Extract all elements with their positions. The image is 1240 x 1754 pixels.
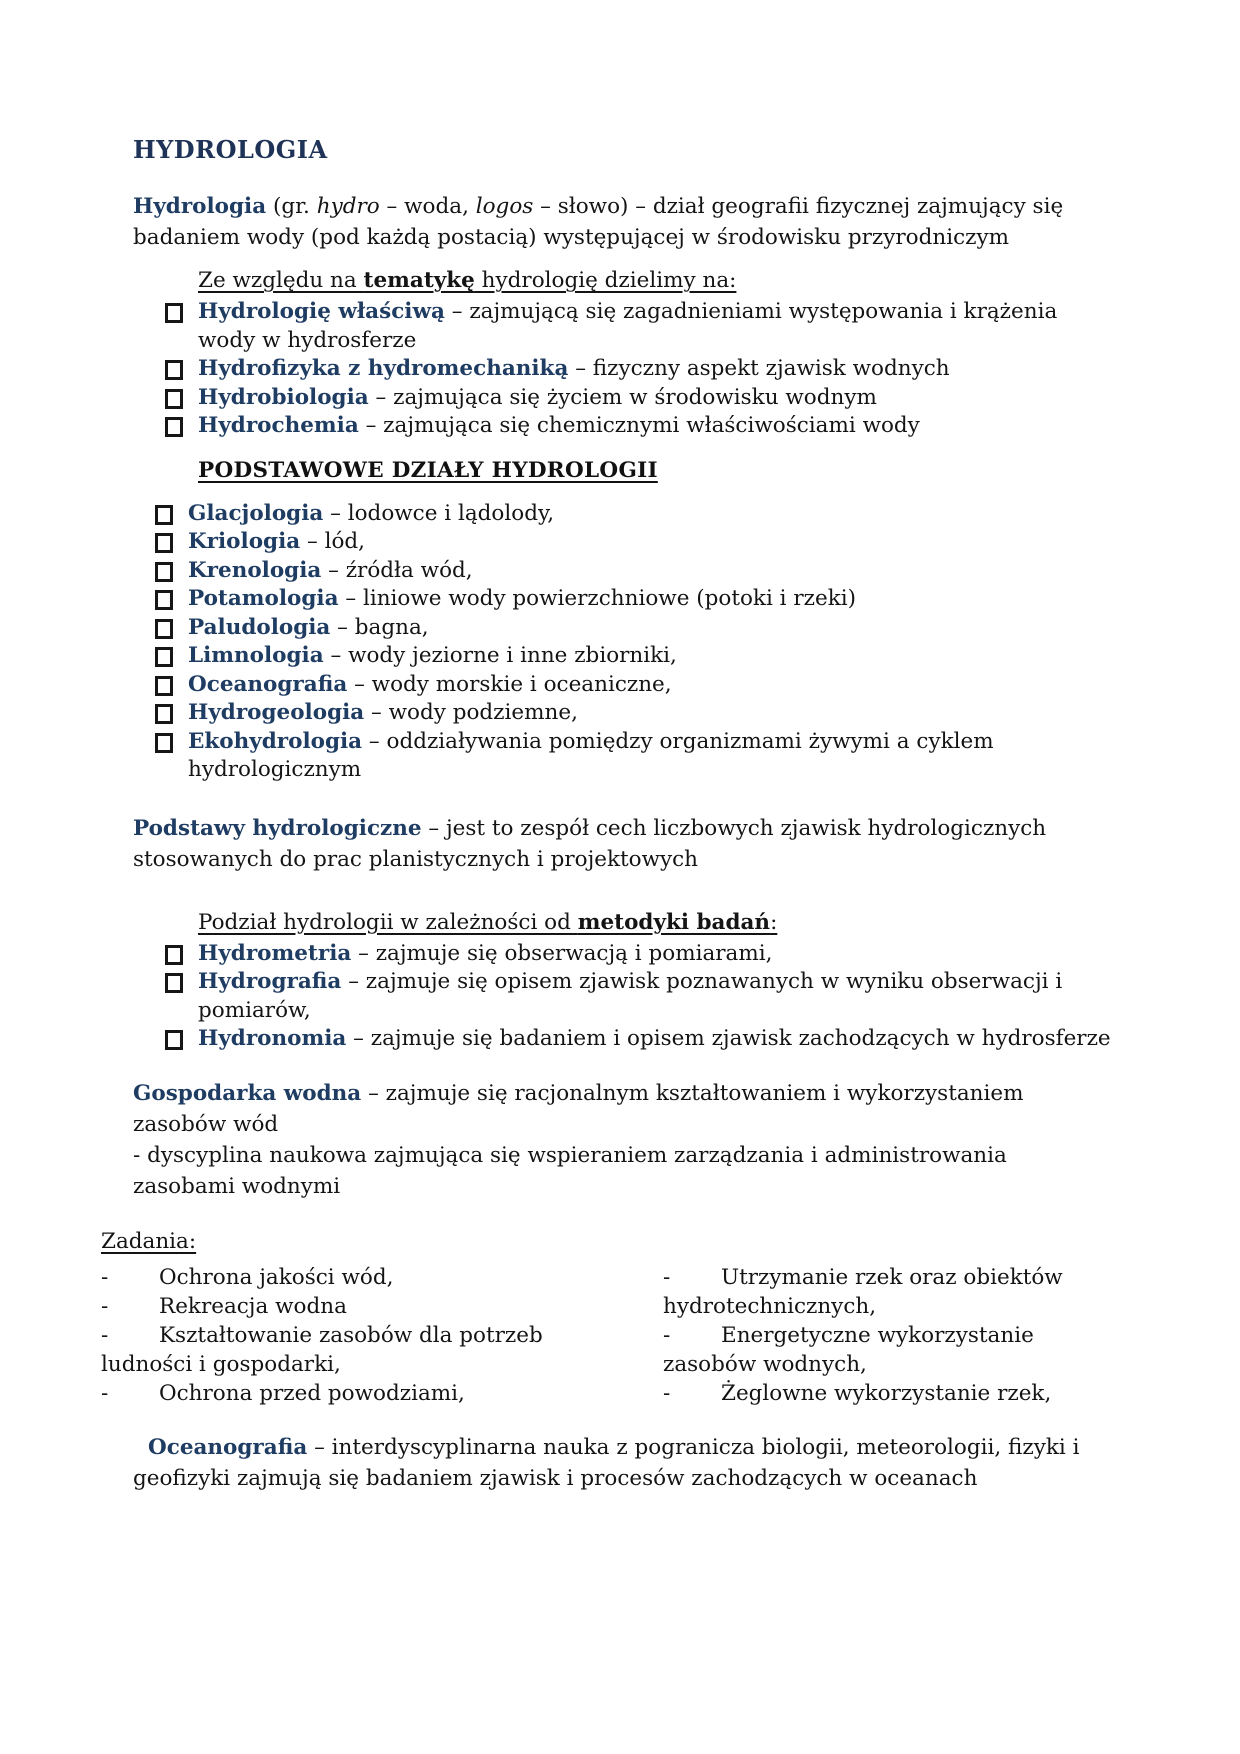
list-item [155,500,1112,529]
checkbox-bullet-icon [155,733,173,753]
checkbox-bullet-icon [155,562,173,582]
term-label: Limnologia [188,643,324,668]
tasks-heading [101,1226,1112,1257]
list-item [165,412,1112,441]
term-label: Hydrologię właściwą [198,299,445,324]
list-item [165,968,1112,1025]
list-item [165,384,1112,413]
task-text: Ochrona jakości wód, [159,1264,394,1290]
dash-bullet: - [663,1264,671,1290]
list-item [155,671,1112,700]
gospodarka-term: Gospodarka wodna [133,1080,362,1106]
dash-bullet: - [663,1380,671,1406]
task-text: Rekreacja wodna [159,1293,347,1319]
list-item [155,728,1112,785]
item-description: – źródła wód, [321,557,473,583]
oceanografia-text: – interdyscyplinarna nauka z pogranicza biologii, meteorologii, fizyki i geofizyki zajmują się badaniem zjawisk i procesów zachodzących w oceanach [133,1434,1080,1491]
checkbox-bullet-icon [155,619,173,639]
term-label: Hydronomia [198,1026,347,1051]
checkbox-bullet-icon [165,303,183,323]
intro-italic-hydro: hydro [316,194,380,219]
term-label: Hydrobiologia [198,384,369,410]
intro-term: Hydrologia [133,194,267,219]
podstawy-text: – jest to zespół cech liczbowych zjawisk hydrologicznych stosowanych do prac planistycznych i projektowych [133,815,1047,872]
term-label: Potamologia [188,586,339,611]
item-description: – bagna, [330,614,429,640]
item-description: – oddziaływania pomiędzy organizmami żywymi a cyklem hydrologicznym [188,728,994,782]
heading-text: hydrologię dzielimy na: [474,268,737,293]
item-description: – lód, [300,529,366,554]
dash-bullet: - [101,1264,109,1290]
checkbox-bullet-icon [165,1030,183,1050]
list-item [165,1025,1112,1054]
term-label: Hydrofizyka z hydromechaniką [198,356,569,381]
list-item [155,699,1112,728]
term-label: Glacjologia [188,500,324,526]
item-description: – wody jeziorne i inne zbiorniki, [323,643,677,668]
dash-bullet: - [663,1322,671,1348]
podstawy-paragraph [133,813,1112,875]
item-description: – wody morskie i oceaniczne, [347,671,672,697]
term-label: Hydrogeologia [188,700,365,725]
checkbox-bullet-icon [165,389,183,409]
task-item [101,1379,583,1408]
intro-text: – woda, [379,194,476,219]
intro-text: (gr. [266,194,317,219]
list-item [155,585,1112,614]
list-item [165,298,1112,355]
heading-text: : [770,909,778,935]
gospodarka-note: - dyscyplina naukowa zajmująca się wspieraniem zarządzania i administrowania zasobami wodnymi [133,1142,1007,1199]
intro-text: – słowo) – dział geografii fizycznej zajmujący się badaniem wody (pod każdą postacią) występującej w środowisku przyrodniczym [133,194,1064,250]
list-item [155,528,1112,557]
item-description: – liniowe wody powierzchniowe (potoki i rzeki) [338,586,857,611]
gospodarka-paragraph [133,1078,1112,1140]
item-description: – zajmująca się życiem w środowisku wodnym [368,384,877,410]
checkbox-bullet-icon [155,647,173,667]
term-label: Hydrometria [198,940,352,966]
task-text: Utrzymanie rzek oraz obiektów hydrotechnicznych, [663,1264,1063,1319]
gospodarka-block [133,1078,1112,1202]
dash-bullet: - [101,1322,109,1348]
heading-bold-text: tematykę [363,268,475,293]
heading-text: Zadania: [101,1228,197,1254]
intro-italic-logos: logos [475,194,534,219]
item-description: – zajmuje się opisem zjawisk poznawanych w wyniku obserwacji i pomiarów, [198,969,1063,1023]
checkbox-bullet-icon [165,417,183,437]
checkbox-bullet-icon [165,360,183,380]
item-description: – zajmująca się chemicznymi właściwościami wody [358,413,920,438]
heading-text: Podział hydrologii w zależności od [198,909,578,935]
basic-branches-list [133,500,1112,785]
term-label: Paludologia [188,614,331,640]
checkbox-bullet-icon [155,704,173,724]
item-description: – zajmuje się badaniem i opisem zjawisk zachodzących w hydrosferze [346,1026,1111,1051]
task-item [663,1379,1133,1408]
heading-text: PODSTAWOWE DZIAŁY HYDROLOGII [198,457,658,483]
checkbox-bullet-icon [155,676,173,696]
task-text: Żeglowne wykorzystanie rzek, [721,1380,1052,1406]
method-division-heading [198,907,1112,938]
checkbox-bullet-icon [155,533,173,553]
checkbox-bullet-icon [155,590,173,610]
item-description: – lodowce i lądolody, [323,500,555,526]
checkbox-bullet-icon [165,945,183,965]
heading-text: Ze względu na [198,268,364,293]
theme-division-list [133,298,1112,441]
dash-bullet: - [101,1380,109,1406]
task-item [101,1321,583,1379]
oceanografia-term: Oceanografia [148,1434,308,1460]
task-item [663,1263,1133,1321]
dash-bullet: - [101,1293,109,1319]
item-description: – fizyczny aspekt zjawisk wodnych [568,356,950,381]
task-text: Kształtowanie zasobów dla potrzeb ludności i gospodarki, [101,1322,543,1377]
tasks-right-column [663,1263,1133,1408]
checkbox-bullet-icon [165,973,183,993]
list-item [165,355,1112,384]
term-label: Krenologia [188,557,322,583]
checkbox-bullet-icon [155,505,173,525]
item-description: – zajmuje się obserwacją i pomiarami, [351,940,773,966]
theme-division-heading [198,265,1112,296]
tasks-columns [101,1263,1112,1408]
task-item [101,1292,583,1321]
basic-branches-heading [198,455,1112,486]
podstawy-term: Podstawy hydrologiczne [133,815,422,841]
term-label: Hydrografia [198,969,342,994]
term-label: Oceanografia [188,671,348,697]
term-label: Ekohydrologia [188,728,363,754]
task-text: Energetyczne wykorzystanie zasobów wodnych, [663,1322,1034,1377]
task-item [663,1321,1133,1379]
oceanografia-paragraph [133,1432,1112,1494]
term-label: Hydrochemia [198,413,359,438]
tasks-section [101,1226,1112,1408]
item-description: – wody podziemne, [364,700,578,725]
list-item [165,940,1112,969]
page-title: HYDROLOGIA [133,135,328,164]
task-text: Ochrona przed powodziami, [159,1380,465,1406]
list-item [155,614,1112,643]
term-label: Kriologia [188,529,301,554]
gospodarka-text: – zajmuje się racjonalnym kształtowaniem i wykorzystaniem zasobów wód [133,1080,1024,1137]
intro-paragraph [133,191,1112,253]
list-item [155,642,1112,671]
heading-bold-text: metodyki badań [577,909,771,935]
item-description: – zajmującą się zagadnieniami występowania i krążenia wody w hydrosferze [198,299,1058,353]
task-item [101,1263,583,1292]
method-division-list [133,940,1112,1054]
list-item [155,557,1112,586]
tasks-left-column [101,1263,583,1408]
